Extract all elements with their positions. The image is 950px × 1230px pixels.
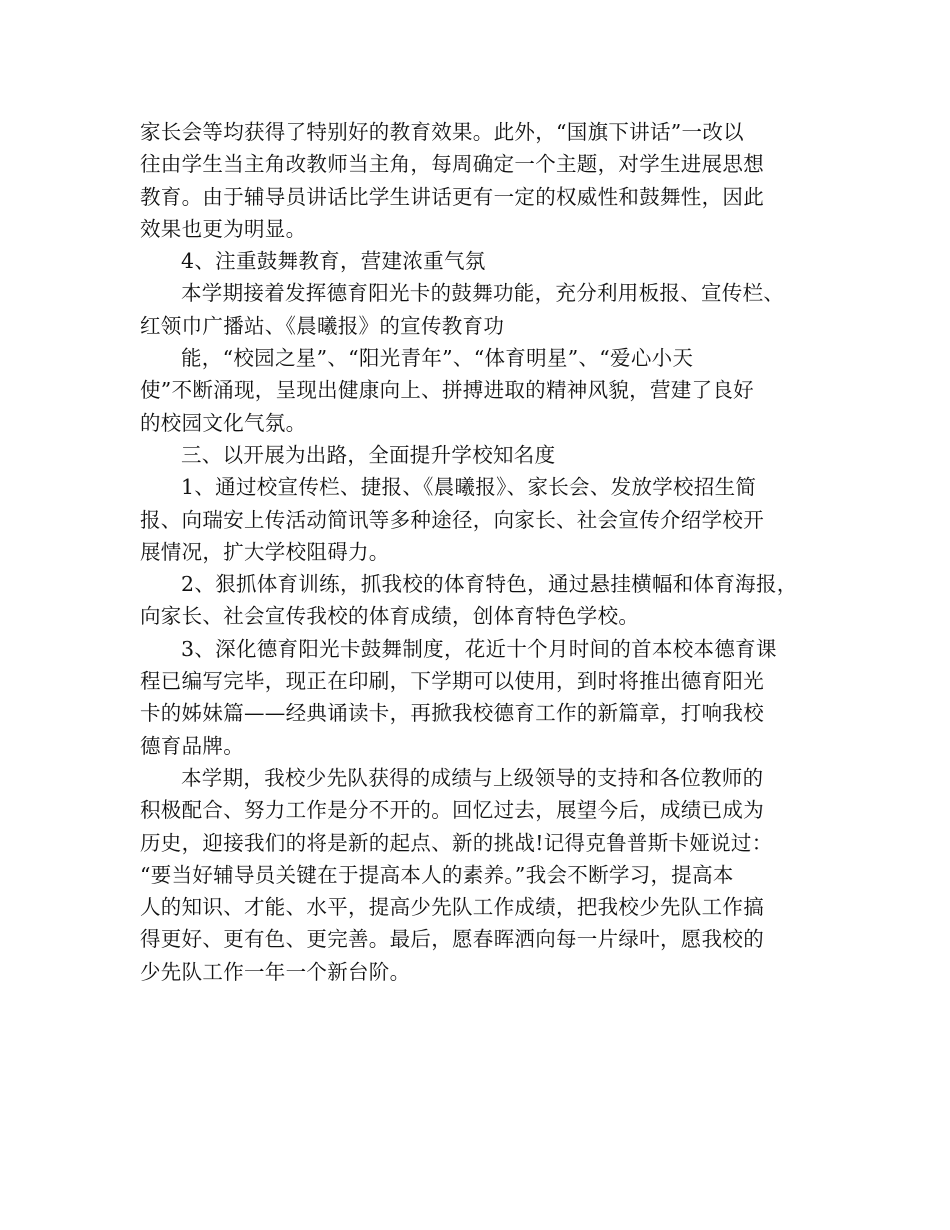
paragraph-3: 本学期接着发挥德育阳光卡的鼓舞功能，充分利用板报、宣传栏、 红领巾广播站、《晨曦报》的宣传教育功: [140, 281, 785, 338]
section-heading-3: 三、以开展为出路，全面提升学校知名度: [181, 442, 556, 467]
paragraph-7: 2、狠抓体育训练，抓我校的体育特色，通过悬挂横幅和体育海报， 向家长、社会宣传我校的体育成绩，创体育特色学校。: [140, 572, 798, 629]
paragraph-2-heading: 4、注重鼓舞教育，营建浓重气氛: [181, 249, 486, 274]
paragraph-1: 家长会等均获得了特别好的教育效果。此外，“国旗下讲话”一改以 往由学生当主角改教师当主角，每周确定一个主题，对学生进展思想 教育。由于辅导员讲话比学生讲话更有一定的权威性和鼓舞性，因此 效果也更为明显。: [140, 120, 764, 241]
paragraph-8: 3、深化德育阳光卡鼓舞制度，花近十个月时间的首本校本德育课 程已编写完毕，现正在印刷，下学期可以使用，到时将推出德育阳光 卡的姊妹篇——经典诵读卡，再掀我校德育工作的新篇章，打响我校 德育品牌。: [140, 636, 777, 758]
paragraph-9: 本学期，我校少先队获得的成绩与上级领导的支持和各位教师的 积极配合、努力工作是分不开的。回忆过去，展望今后，成绩已成为 历史，迎接我们的将是新的起点、新的挑战!记得克鲁普斯卡娅说过： “要当好辅导员关键在于提高本人的素养。”我会不断学习，提高本 人的知识、才能、水平，提高少先队工作成绩，把我校少先队工作搞 得更好、更有色、更完善。最后，愿春晖洒向每一片绿叶，愿我校的 少先队工作一年一个新台阶。: [140, 765, 773, 984]
document-body: [140, 116, 830, 988]
paragraph-4: 能，“校园之星”、“阳光青年”、“体育明星”、“爱心小天 使”不断涌现，呈现出健康向上、拼搏进取的精神风貌，营建了良好 的校园文化气氛。: [140, 346, 754, 435]
paragraph-6: 1、通过校宣传栏、捷报、《晨曦报》、家长会、发放学校招生简 报、向瑞安上传活动简讯等多种途径，向家长、社会宣传介绍学校开 展情况，扩大学校阻碍力。: [140, 475, 764, 564]
